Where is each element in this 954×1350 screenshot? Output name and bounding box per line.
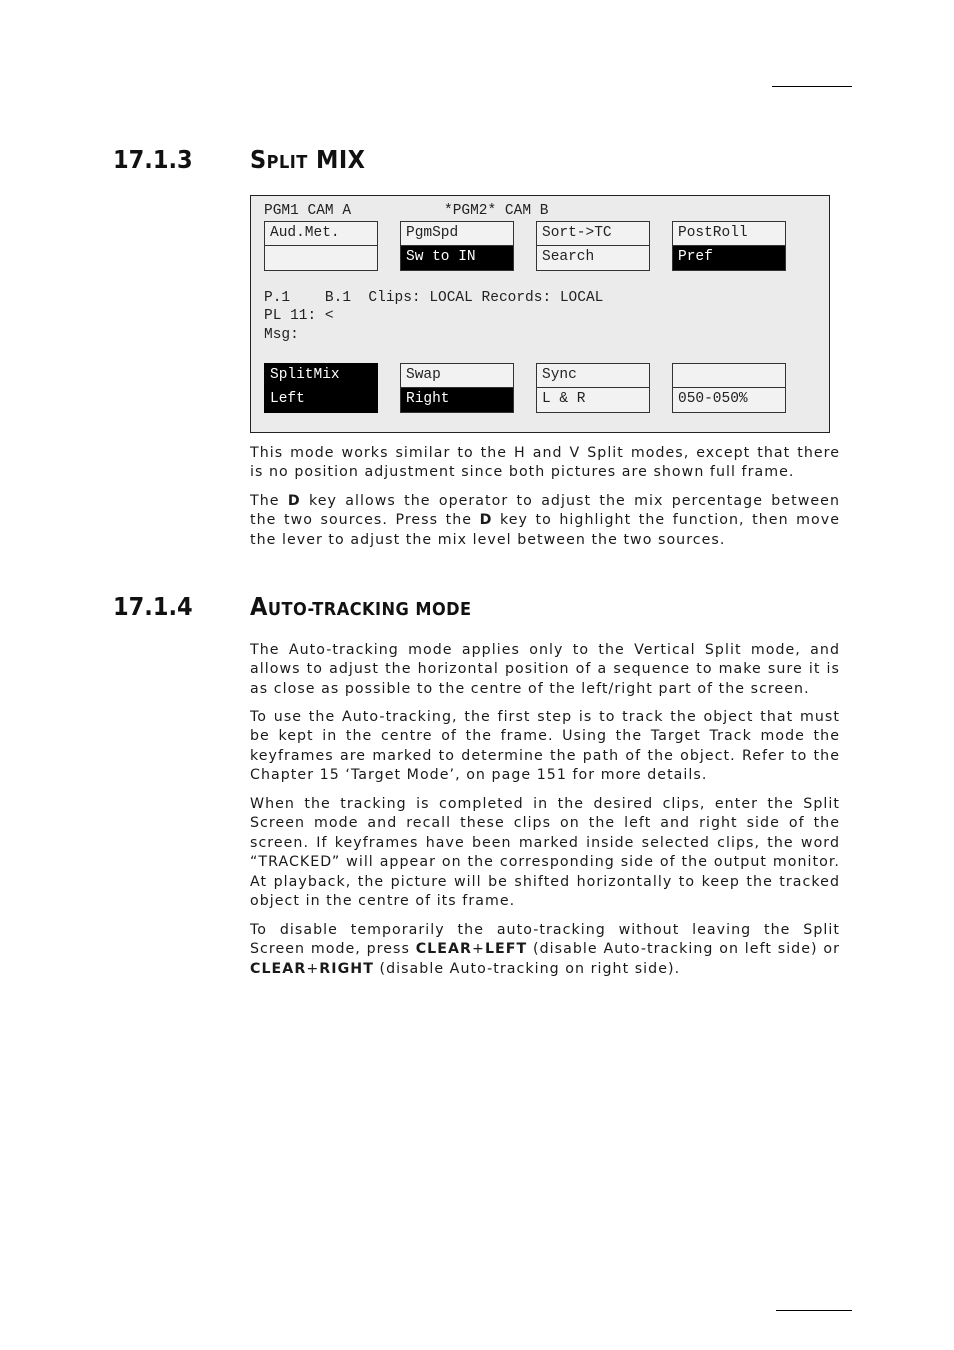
function-box-pgmspd[interactable] xyxy=(400,221,514,271)
paragraph: This mode works similar to the H and V Split modes, except that there is no position adjustment since both pictures are shown full frame. xyxy=(250,445,840,481)
paragraph: To use the Auto-tracking, the first step is to track the object that must be kept in the centre of the frame. Using the Target Track mode the keyframes are marked to determine the path of the object. Refer to the Chapter 15 ‘Target Mode’, on page 151 for more details. xyxy=(250,709,840,784)
footer-rule xyxy=(776,1310,852,1311)
title-word2: MIX xyxy=(307,145,366,174)
key-name: D xyxy=(287,493,301,509)
box-label: PostRoll xyxy=(673,222,785,246)
box-label xyxy=(673,364,785,388)
text-run: + xyxy=(306,960,320,977)
key-name: RIGHT xyxy=(319,960,374,977)
box-label: SplitMix xyxy=(270,367,340,383)
text-run: To disable temporarily the auto-tracking without leaving the Split Screen mode, press xyxy=(250,922,840,958)
box-label: Aud.Met. xyxy=(265,222,377,246)
paragraph xyxy=(250,921,840,979)
box-value xyxy=(265,246,377,270)
key-name: CLEAR xyxy=(415,941,472,958)
box-label: Sync xyxy=(537,364,649,388)
title-smallcaps: PLIT xyxy=(266,152,308,173)
screen-msg-line: Msg: xyxy=(264,327,299,343)
function-box-swap[interactable] xyxy=(400,363,514,413)
key-name: D xyxy=(479,512,493,529)
title-initial: A xyxy=(250,592,268,621)
key-name: LEFT xyxy=(484,941,528,958)
paragraph: The Auto-tracking mode applies only to the Vertical Split mode, and allows to adjust the horizontal position of a sequence to make sure it is as close as possible to the centre of the left/right part of the screen. xyxy=(250,642,840,697)
screen-playlist-line: PL 11: < xyxy=(264,308,334,324)
text-run: key allows the operator to adjust the mix percentage between the two sources. Press the xyxy=(250,493,840,529)
box-value: Pref xyxy=(673,246,785,270)
split-mix-screen xyxy=(250,195,830,433)
text-run: The xyxy=(250,493,288,509)
box-value: L & R xyxy=(542,391,586,407)
key-name: CLEAR xyxy=(250,960,307,977)
section-title xyxy=(250,145,365,174)
function-box-aud-met[interactable] xyxy=(264,221,378,271)
function-box-splitmix[interactable] xyxy=(264,363,378,413)
box-label: PgmSpd xyxy=(401,222,513,246)
title-smallcaps: UTO-TRACKING MODE xyxy=(267,599,472,620)
function-box-sort[interactable] xyxy=(536,221,650,271)
section-title xyxy=(250,592,472,621)
screen-status-line: P.1 B.1 Clips: LOCAL Records: LOCAL xyxy=(264,290,604,306)
function-box-postroll[interactable] xyxy=(672,221,786,271)
screen-header-left: PGM1 CAM A xyxy=(264,203,352,219)
section-number: 17.1.3 xyxy=(113,145,193,174)
header-rule xyxy=(772,86,852,87)
box-value: Search xyxy=(542,249,595,265)
text-run: (disable Auto-tracking on right side). xyxy=(373,960,681,977)
text-run: (disable Auto-tracking on left side) or xyxy=(527,941,840,958)
title-initial: S xyxy=(250,145,267,174)
function-box-sync[interactable] xyxy=(536,363,650,413)
screen-header-right: *PGM2* CAM B xyxy=(444,203,549,219)
text-run: + xyxy=(472,941,485,958)
box-value: Left xyxy=(270,391,305,407)
box-label: Swap xyxy=(401,364,513,388)
box-value: Sw to IN xyxy=(401,246,513,270)
function-box-mix-level[interactable] xyxy=(672,363,786,413)
box-value: 050-050% xyxy=(678,391,748,407)
text-run: key to highlight the function, then move the lever to adjust the mix level between the two sources. xyxy=(250,512,840,548)
box-value: Right xyxy=(401,388,513,412)
box-label: Sort->TC xyxy=(537,222,649,246)
paragraph xyxy=(250,492,840,550)
paragraph: When the tracking is completed in the desired clips, enter the Split Screen mode and recall these clips on the left and right side of the screen. If keyframes have been marked inside selected clips, the word “TRACKED” will appear on the corresponding side of the output monitor. At playback, the picture will be shifted horizontally to keep the tracked object in the centre of its frame. xyxy=(250,796,840,910)
section-number: 17.1.4 xyxy=(113,592,193,621)
